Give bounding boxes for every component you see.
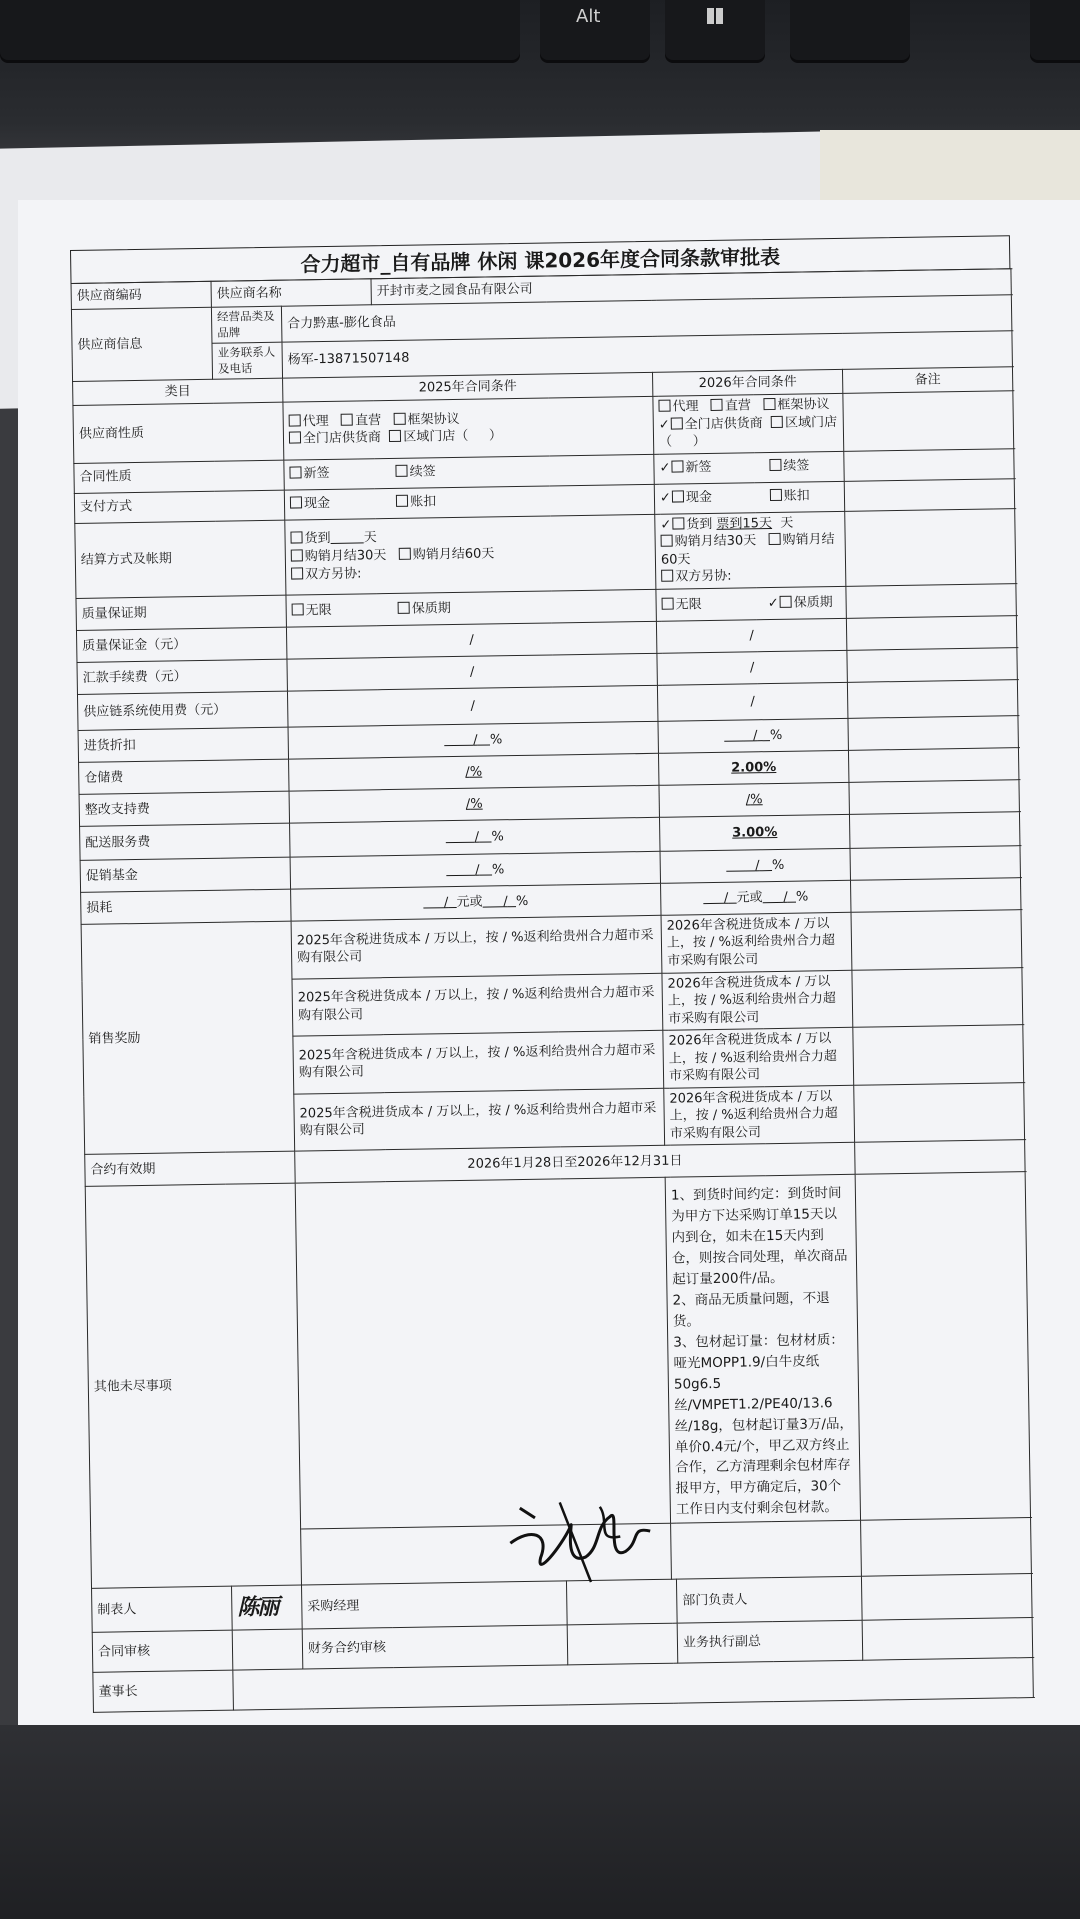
- cell-2025: / %: [290, 851, 660, 889]
- reward-2026: 2026年含税进货成本 / 万以上，按 / %返利给贵州合力超市采购有限公司: [663, 1027, 854, 1088]
- cell-2025: 现金 账扣: [284, 484, 654, 520]
- header-category: 类目: [73, 378, 283, 405]
- label: 合约有效期: [85, 1152, 295, 1187]
- cell-2026: ✓ 货到 票到15天 天 购销月结30天 购销月结60天 双方另协:: [655, 511, 846, 589]
- cell-2026: 无限 ✓ 保质期: [656, 586, 846, 621]
- cell-remark: [844, 448, 1014, 481]
- label: 仓储费: [79, 759, 289, 794]
- cell-remark: [852, 967, 1023, 1027]
- label: 支付方式: [74, 490, 284, 523]
- note-item: 1、到货时间约定：到货时间为甲方下达采购订单15天以内到仓，如未在15天内到仓，则按合同处理，单次商品起订量200件/品。: [670, 1185, 848, 1288]
- label: 损耗: [81, 889, 291, 924]
- cell-2025: 货到 天 购销月结30天 购销月结60天 双方另协:: [285, 514, 656, 595]
- value: 杨军-13871507148: [282, 331, 1012, 378]
- maker-signature: 陈丽: [237, 1593, 278, 1621]
- signature-cell: [567, 1623, 678, 1665]
- label: 进货折扣: [78, 727, 288, 762]
- label: 供应商信息: [71, 307, 212, 381]
- delivery-fee-2026: 3.00%: [659, 814, 850, 851]
- cell-2025: /%: [289, 785, 659, 823]
- form-title: 合力超市_自有品牌 休闲 课2026年度合同条款审批表: [70, 235, 1010, 284]
- cell-2026: ✓ 现金 账扣: [654, 481, 844, 514]
- cell-2025: 新签 续签: [284, 454, 654, 490]
- label: 配送服务费: [80, 823, 291, 860]
- signature-cell: [862, 1618, 1033, 1661]
- cell-remark: [850, 846, 1020, 881]
- reward-2025: 2025年含税进货成本 / 万以上，按 / %返利给贵州合力超市采购有限公司: [291, 915, 662, 978]
- cell-2026: ✓ 新签 续签: [654, 451, 844, 484]
- header-2025: 2025年合同条件: [283, 372, 653, 402]
- approval-form: [70, 235, 1032, 1700]
- label: 合同性质: [74, 460, 284, 493]
- cell-remark: [845, 508, 1016, 586]
- cell-2025: /: [287, 685, 658, 727]
- label: 经营品类及品牌: [211, 306, 282, 343]
- label: 合同审核: [92, 1630, 233, 1672]
- cell-remark: [846, 584, 1016, 619]
- signature-cell: [232, 1629, 303, 1670]
- label: 采购经理: [302, 1581, 568, 1629]
- cell-2025: /%: [289, 753, 659, 791]
- blank-cell: [861, 1518, 1032, 1577]
- label: 供应商性质: [73, 402, 284, 463]
- value: 开封市麦之园食品有限公司: [371, 269, 1011, 305]
- label: 其他未尽事项: [85, 1184, 301, 1589]
- cell-2025: /: [286, 621, 656, 659]
- cell-2026: 代理 直营 框架协议 ✓ 全门店供货商 区域门店（ ）: [653, 393, 844, 454]
- cell-remark: [848, 716, 1018, 751]
- cell-2026: /: [656, 618, 846, 653]
- cell-2025: / %: [290, 817, 661, 857]
- cell-remark: [847, 648, 1017, 683]
- label: 业务执行副总: [677, 1620, 863, 1663]
- form-table: [71, 268, 1034, 1713]
- cell-remark: [846, 616, 1016, 651]
- note-item: 3、包材起订量：包材材质：哑光MOPP1.9/白牛皮纸50g6.5丝/VMPET1.2/PE40/13.6丝/18g，包材起订量3万/品，单价0.4元/个，甲乙双方终止合作，乙方清理剩余包材库存报甲方，甲方确定后，30个工作日内支付剩余包材款。: [673, 1331, 854, 1518]
- cell-2025: / 元或 / %: [291, 883, 661, 921]
- label: 供应商名称: [211, 279, 371, 308]
- keyboard-key: [0, 0, 520, 60]
- cell-remark: [844, 478, 1014, 511]
- cell-2026: / %: [660, 848, 850, 883]
- cell-2026: / %: [658, 718, 848, 753]
- cell-2025: 代理 直营 框架协议 全门店供货商 区域门店（ ）: [283, 396, 654, 459]
- maker-signature-cell: [232, 1585, 303, 1630]
- cell-2025: / %: [288, 721, 658, 759]
- cell-remark: [849, 780, 1019, 815]
- label: 制表人: [92, 1586, 233, 1632]
- label: 供应商编码: [71, 281, 211, 309]
- reward-2026: 2026年含税进货成本 / 万以上，按 / %返利给贵州合力超市采购有限公司: [662, 970, 853, 1031]
- cell-remark: [851, 910, 1022, 970]
- label: 整改支持费: [79, 791, 289, 826]
- value: 合力黔惠-膨化食品: [281, 295, 1011, 342]
- reward-2026: 2026年含税进货成本 / 万以上，按 / %返利给贵州合力超市采购有限公司: [664, 1085, 855, 1146]
- others-2025: [295, 1178, 670, 1530]
- cell-2026: /: [657, 650, 847, 685]
- signature-cell: [566, 1579, 677, 1625]
- label: 销售奖励: [81, 921, 295, 1155]
- cell-2026: / 元或 / %: [661, 880, 851, 915]
- approval-form-sheet: [18, 200, 1080, 1725]
- label: 部门负责人: [676, 1576, 862, 1623]
- signature-cell: [861, 1574, 1032, 1621]
- label: 促销基金: [80, 857, 290, 892]
- cell-remark: [855, 1140, 1025, 1175]
- keyboard-key: [790, 0, 910, 60]
- reward-2026: 2026年含税进货成本 / 万以上，按 / %返利给贵州合力超市采购有限公司: [661, 912, 852, 973]
- others-2026: [665, 1175, 860, 1524]
- windows-key: [665, 0, 765, 60]
- cell-remark: [854, 1082, 1025, 1142]
- blank-cell: [671, 1520, 862, 1579]
- reward-2025: 2025年含税进货成本 / 万以上，按 / %返利给贵州合力超市采购有限公司: [294, 1088, 665, 1151]
- label: 业务联系人及电话: [212, 342, 283, 379]
- label: 质量保证金（元）: [76, 627, 286, 662]
- cell-remark: [853, 1025, 1024, 1085]
- row-others: [85, 1172, 1030, 1532]
- label: 供应链系统使用费（元）: [77, 691, 288, 730]
- reward-2025: 2025年含税进货成本 / 万以上，按 / %返利给贵州合力超市采购有限公司: [293, 1030, 664, 1093]
- note-item: 2、商品无质量问题，不退货。: [672, 1290, 830, 1330]
- header-2026: 2026年合同条件: [653, 369, 843, 396]
- keyboard-key: [1030, 0, 1080, 60]
- cell-2026: /%: [659, 782, 849, 817]
- label: 结算方式及帐期: [75, 520, 286, 598]
- cell-remark: [849, 812, 1020, 849]
- cell-remark: [843, 391, 1014, 451]
- cell-2026: /: [657, 682, 848, 721]
- desk-background: [0, 1725, 1080, 1919]
- storage-fee-2026: 2.00%: [658, 750, 848, 785]
- label: 财务合约审核: [302, 1625, 568, 1669]
- alt-key: Alt: [540, 0, 650, 60]
- blank-cell: [301, 1523, 672, 1585]
- cell-remark: [851, 878, 1021, 913]
- cell-remark: [847, 680, 1018, 719]
- cell-2025: 无限 保质期: [286, 589, 656, 627]
- label: 董事长: [93, 1670, 234, 1712]
- windows-logo-icon: [707, 8, 723, 24]
- reward-2025: 2025年含税进货成本 / 万以上，按 / %返利给贵州合力超市采购有限公司: [292, 973, 663, 1036]
- label: 汇款手续费（元）: [77, 659, 287, 694]
- cell-remark: [848, 748, 1018, 783]
- cell-remark: [855, 1172, 1030, 1520]
- label: 质量保证期: [76, 595, 286, 630]
- validity-value: 2026年1月28日至2026年12月31日: [295, 1143, 855, 1184]
- header-remark: 备注: [842, 367, 1012, 394]
- cell-2025: /: [287, 653, 657, 691]
